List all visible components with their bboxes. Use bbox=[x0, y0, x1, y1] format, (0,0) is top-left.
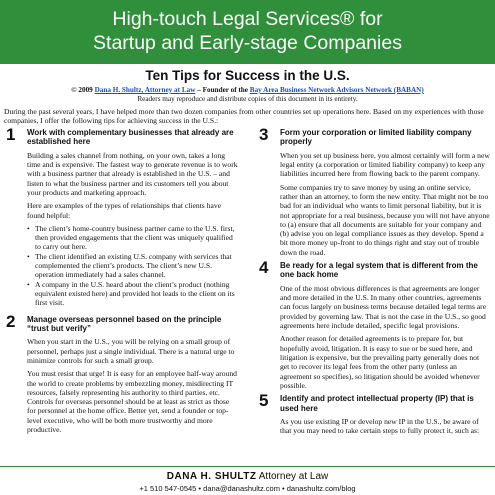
list-item: • The client’s home-country business partner came to the U.S. first, then provided engagements that the client was uniquely qualified to carry out here. bbox=[27, 224, 239, 252]
attorney-role: Attorney at Law bbox=[256, 471, 329, 482]
tip-paragraph: Here are examples of the types of relationships that clients have found helpful: bbox=[27, 201, 221, 220]
tip-1 bbox=[4, 125, 239, 308]
list-item: • A company in the U.S. heard about the client’s product (nothing equivalent existed here) and provided hot leads to the client on its first visit. bbox=[27, 280, 239, 308]
banner-title-line-1: High-touch Legal Services® for bbox=[112, 8, 383, 30]
tip-3 bbox=[257, 125, 490, 257]
author-link[interactable]: Dana H. Shultz, Attorney at Law bbox=[94, 86, 196, 94]
tip-heading: Work with complementary businesses that already are established here bbox=[27, 128, 234, 147]
tip-paragraph: One of the most obvious differences is that agreements are longer and more detailed in the U.S. In many other countries, agreements can focus largely on business terms because detailed legal terms are provided by governing law. That is not the case in the U.S., so good agreements here include detailed, specific legal provisions. bbox=[280, 283, 487, 331]
tip-paragraph: Building a sales channel from nothing, on your own, takes a long time and is expensive. The fastest way to generate revenue is to work with a business partner that already is established in the U.S. – and listen to what the business partner and its customers tell you about your products and marketing approach. bbox=[27, 150, 238, 197]
tip-heading: Identify and protect intellectual property (IP) that is used here bbox=[280, 394, 474, 413]
reproduction-notice: Readers may reproduce and distribute copies of this document in its entirety. bbox=[137, 95, 358, 103]
tip-heading: Form your corporation or limited liability company properly bbox=[280, 128, 472, 147]
tip-paragraph: When you start in the U.S., you will be relying on a small group of personnel, perhaps just a single individual. There is a natural urge to minimize controls for such a small group. bbox=[27, 337, 235, 365]
left-column bbox=[4, 125, 239, 438]
credit-line bbox=[0, 86, 495, 95]
banner-title-line-2: Startup and Early-stage Companies bbox=[93, 32, 402, 54]
right-column bbox=[257, 125, 490, 440]
tip-number: 2 bbox=[6, 311, 16, 331]
document-title: Ten Tips for Success in the U.S. bbox=[145, 68, 350, 83]
tip-number: 1 bbox=[6, 125, 16, 144]
tip-number: 4 bbox=[259, 258, 269, 278]
credit-middle: – Founder of the bbox=[195, 86, 250, 94]
credit-prefix: © 2009 bbox=[71, 86, 95, 94]
tip-paragraph: Some companies try to save money by using an online service, rather than an attorney, to form the new entity. That might not be too bad for an individual who wants to limit personal liability, but it is not appropriate for a real business, because you will not have anyone to (a) ensure that all documents are suitable for your company and (b) advise you on legal compliance issues as they develop. Spend a bit more money up-front to do things right and stay out of trouble down the road. bbox=[280, 182, 490, 257]
tip-paragraph: As you use existing IP or develop new IP in the U.S., be aware of that you may need to take certain steps to fully protect it, such as: bbox=[280, 416, 480, 436]
tip-paragraph: When you set up business here, you almost certainly will form a new legal entity (a corporation or limited liability company) to keep any liabilities incurred here from flowing back to the parent company. bbox=[280, 150, 490, 179]
tip-heading: Be ready for a legal system that is different from the one back home bbox=[280, 261, 478, 280]
tip-bullet-list bbox=[27, 224, 239, 308]
tip-paragraph: Another reason for detailed agreements is to prepare for, but hopefully avoid, litigation. It is easy to sue or be sued here, and litigation is expensive, but the prevailing party generally does not get to recover its legal fees from the other party (unless an agreement so specifies), so litigation should be avoided whenever possible. bbox=[280, 334, 480, 390]
tip-paragraph: You must resist that urge! It is easy for an employee half-way around the world to create problems by embezzling money, misdirecting IT resources, falsely representing his authority to third parties, etc. Controls for overseas personnel should be at least as strict as those for personnel at the home office. Better yet, send a founder or top-level executive, who will be both more trustworthy and more productive. bbox=[27, 369, 237, 435]
tip-heading: Manage overseas personnel based on the principle “trust but verify” bbox=[27, 314, 222, 333]
intro-paragraph: During the past several years, I have helped more than two dozen companies from other countries set up operations here. Based on my experiences with those companies, I offer the following tips for achieving success in the U.S.: bbox=[4, 107, 484, 126]
network-link[interactable]: Bay Area Business Network Advisors Network (BABAN) bbox=[249, 86, 424, 94]
tip-number: 5 bbox=[259, 391, 269, 411]
footer-name-line bbox=[0, 471, 495, 483]
tip-5 bbox=[257, 391, 490, 436]
tip-2 bbox=[4, 311, 239, 435]
attorney-name: DANA H. SHULTZ bbox=[166, 471, 257, 482]
header-banner bbox=[0, 0, 495, 64]
footer-divider bbox=[0, 466, 495, 467]
list-item: • The client identified an existing U.S. company with services that complemented the client’s products. The client’s new U.S. operation immediately had a sales channel. bbox=[27, 252, 239, 280]
tip-4 bbox=[257, 258, 490, 390]
footer-contact: +1 510 547-0545 • dana@danashultz.com • danashultz.com/blog bbox=[139, 484, 356, 493]
tip-number: 3 bbox=[259, 125, 269, 144]
